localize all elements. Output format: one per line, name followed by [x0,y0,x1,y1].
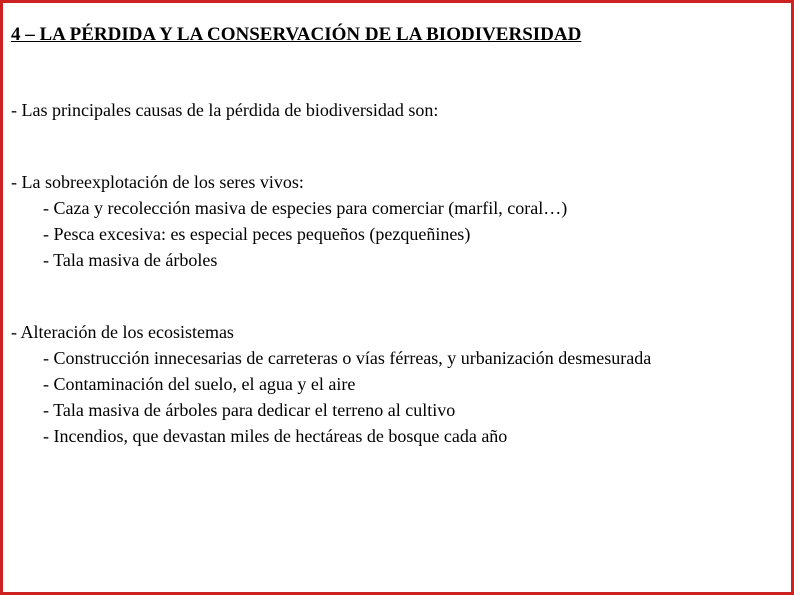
intro-line: - Las principales causas de la pérdida de biodiversidad son: [11,100,439,120]
list-item: - Caza y recolección masiva de especies para comerciar (marfil, coral…) [43,198,568,218]
list-item: - Tala masiva de árboles para dedicar el terreno al cultivo [43,400,456,420]
list-item: - Tala masiva de árboles [43,250,218,270]
list-item: - Contaminación del suelo, el agua y el aire [43,374,356,394]
page-title: 4 – LA PÉRDIDA Y LA CONSERVACIÓN DE LA BIODIVERSIDAD [11,24,582,45]
section-heading: - Alteración de los ecosistemas [11,322,234,342]
section-heading: - La sobreexplotación de los seres vivos: [11,172,304,192]
list-item: - Incendios, que devastan miles de hectáreas de bosque cada año [43,426,508,446]
slide-content [3,3,791,449]
list-item: - Pesca excesiva: es especial peces pequeños (pezqueñines) [43,224,471,244]
list-item: - Construcción innecesarias de carreteras o vías férreas, y urbanización desmesurada [43,348,652,368]
section-alteracion [11,319,777,449]
section-sobreexplotacion [11,169,777,273]
